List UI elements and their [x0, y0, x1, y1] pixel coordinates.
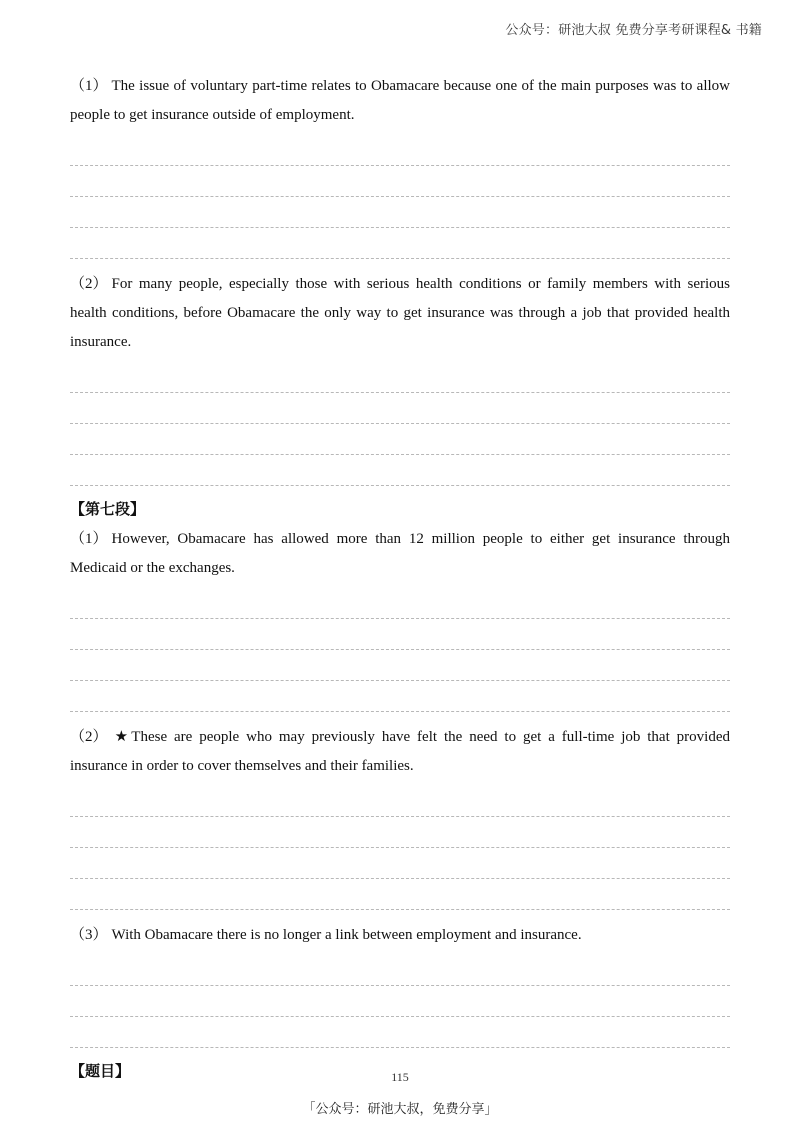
- answer-line[interactable]: [70, 955, 730, 986]
- answer-line[interactable]: [70, 455, 730, 486]
- translation-block-7-1: [70, 525, 730, 712]
- sentence-text: The issue of voluntary part-time relates to Obamacare because one of the main purposes was to allow people to get insurance outside of employment.: [70, 78, 730, 123]
- answer-line[interactable]: [70, 197, 730, 228]
- answer-line[interactable]: [70, 393, 730, 424]
- answer-line[interactable]: [70, 166, 730, 197]
- answer-line[interactable]: [70, 986, 730, 1017]
- answer-line[interactable]: [70, 619, 730, 650]
- footer-watermark-note: 「公众号：研池大叔，免费分享」: [302, 1102, 498, 1117]
- sentence-text: ★These are people who may previously have felt the need to get a full-time job that provided insurance in order to cover themselves and their families.: [70, 729, 730, 774]
- answer-line[interactable]: [70, 848, 730, 879]
- sentence-number: （2）: [70, 276, 108, 292]
- sentence-text: With Obamacare there is no longer a link between employment and insurance.: [111, 927, 582, 943]
- sentence-paragraph: [70, 723, 730, 781]
- sentence-number: （2）: [70, 729, 108, 745]
- answer-line[interactable]: [70, 228, 730, 259]
- header-watermark-note: 公众号：研池大叔 免费分享考研课程& 书籍: [505, 23, 762, 38]
- translation-block-7-3: [70, 921, 730, 1048]
- answer-line[interactable]: [70, 879, 730, 910]
- answer-lines: [70, 588, 730, 712]
- translation-block-1: [70, 72, 730, 259]
- translation-block-7-2: [70, 723, 730, 910]
- sentence-paragraph: [70, 921, 730, 950]
- answer-line[interactable]: [70, 650, 730, 681]
- answer-line[interactable]: [70, 817, 730, 848]
- page-number: 115: [391, 1070, 409, 1084]
- answer-line[interactable]: [70, 135, 730, 166]
- sentence-text: However, Obamacare has allowed more than 12 million people to either get insurance through Medicaid or the exchanges.: [70, 531, 730, 576]
- answer-lines: [70, 135, 730, 259]
- section-heading-question: 【题目】: [70, 1062, 131, 1080]
- answer-lines: [70, 786, 730, 910]
- answer-lines: [70, 362, 730, 486]
- sentence-number: （1）: [70, 78, 108, 94]
- answer-line[interactable]: [70, 588, 730, 619]
- answer-line[interactable]: [70, 362, 730, 393]
- sentence-paragraph: [70, 72, 730, 130]
- section-heading-paragraph-7: 【第七段】: [70, 500, 146, 518]
- page-content: [70, 72, 730, 1087]
- sentence-paragraph: [70, 270, 730, 357]
- sentence-number: （3）: [70, 927, 108, 943]
- answer-line[interactable]: [70, 424, 730, 455]
- answer-lines: [70, 955, 730, 1048]
- sentence-number: （1）: [70, 531, 108, 547]
- sentence-text: For many people, especially those with serious health conditions or family members with serious health conditions, before Obamacare the only way to get insurance was through a job that provided health insurance.: [70, 276, 730, 350]
- sentence-paragraph: [70, 525, 730, 583]
- answer-line[interactable]: [70, 1017, 730, 1048]
- translation-block-2: [70, 270, 730, 486]
- answer-line[interactable]: [70, 786, 730, 817]
- answer-line[interactable]: [70, 681, 730, 712]
